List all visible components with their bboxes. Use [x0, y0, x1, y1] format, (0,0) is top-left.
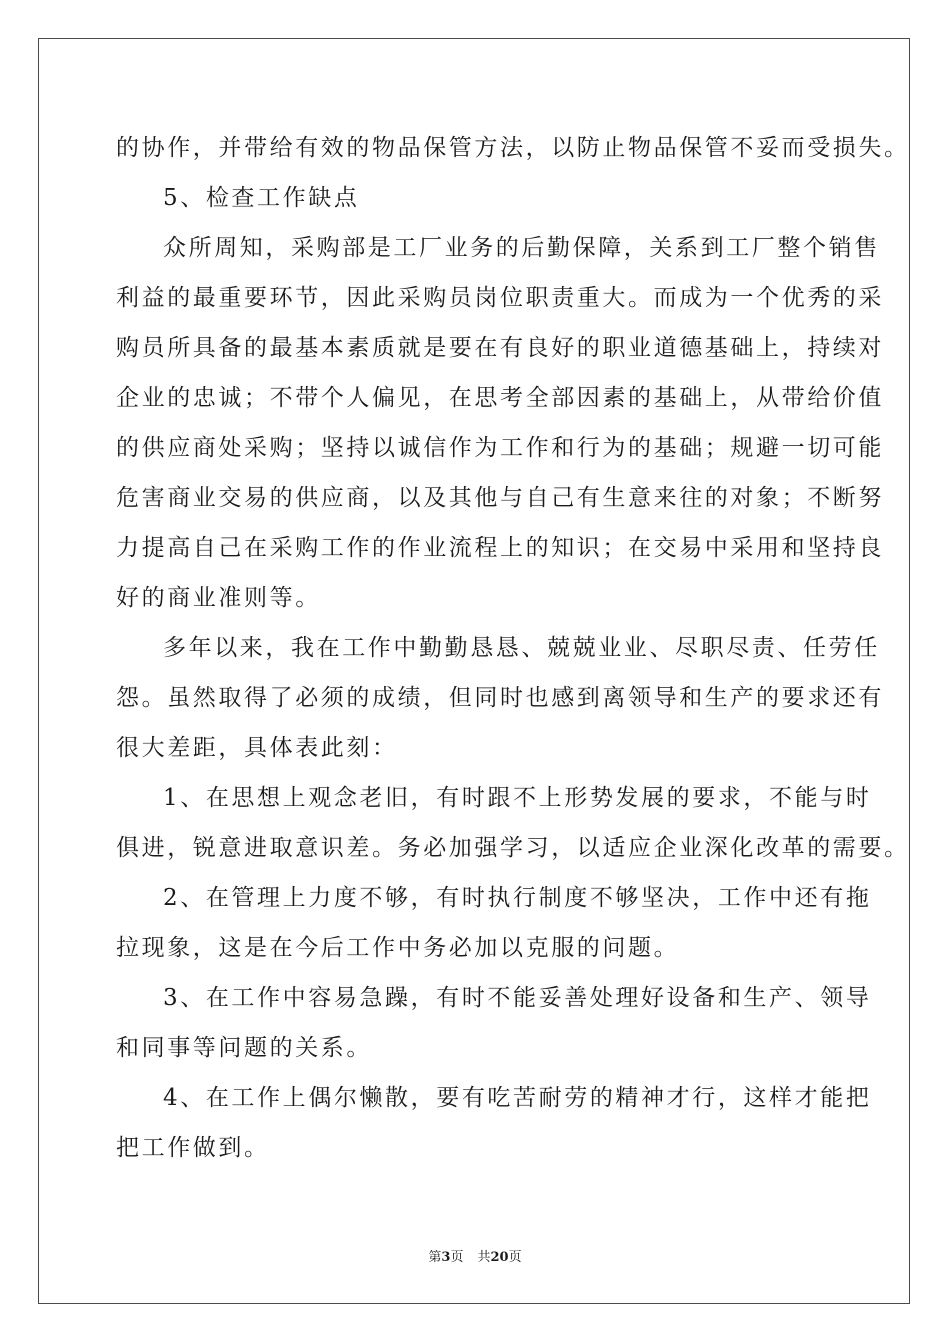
page-prefix: 第: [428, 1250, 442, 1265]
paragraph-start: 众所周知，采购部是工厂业务的后勤保障，关系到工厂整个销售: [163, 235, 880, 261]
list-item-2: 2、在管理上力度不够，有时执行制度不够坚决，工作中还有拖: [163, 885, 872, 911]
text-line: 危害商业交易的供应商，以及其他与自己有生意来往的对象；不断努: [116, 485, 884, 511]
total-pages: 20: [490, 1250, 509, 1265]
text-line: 拉现象，这是在今后工作中务必加以克服的问题。: [116, 935, 680, 961]
text-line: 怨。虽然取得了必须的成绩，但同时也感到离领导和生产的要求还有: [116, 685, 884, 711]
page-footer: [0, 1249, 950, 1267]
list-item-1: 1、在思想上观念老旧，有时跟不上形势发展的要求，不能与时: [163, 785, 872, 811]
text-line: 俱进，锐意进取意识差。务必加强学习，以适应企业深化改革的需要。: [116, 835, 910, 861]
text-line: 的供应商处采购；坚持以诚信作为工作和行为的基础；规避一切可能: [116, 435, 884, 461]
text-line: 的协作，并带给有效的物品保管方法，以防止物品保管不妥而受损失。: [116, 135, 910, 161]
list-item-4: 4、在工作上偶尔懒散，要有吃苦耐劳的精神才行，这样才能把: [163, 1085, 872, 1111]
page-border: [38, 38, 910, 1304]
text-line: 和同事等问题的关系。: [116, 1035, 372, 1061]
page-number: 3: [441, 1250, 451, 1265]
text-line: 很大差距，具体表此刻：: [116, 735, 398, 761]
paragraph-start: 多年以来，我在工作中勤勤恳恳、兢兢业业、尽职尽责、任劳任: [163, 635, 880, 661]
text-line: 好的商业准则等。: [116, 585, 321, 611]
total-suffix: 页: [508, 1250, 522, 1265]
text-line: 企业的忠诚；不带个人偏见，在思考全部因素的基础上，从带给价值: [116, 385, 884, 411]
text-line: 把工作做到。: [116, 1135, 270, 1161]
section-heading: 5、检查工作缺点: [163, 185, 360, 211]
text-line: 力提高自己在采购工作的作业流程上的知识；在交易中采用和坚持良: [116, 535, 884, 561]
list-item-3: 3、在工作中容易急躁，有时不能妥善处理好设备和生产、领导: [163, 985, 872, 1011]
text-line: 利益的最重要环节，因此采购员岗位职责重大。而成为一个优秀的采: [116, 285, 884, 311]
page-suffix: 页: [450, 1250, 464, 1265]
total-prefix: 共: [477, 1250, 491, 1265]
text-line: 购员所具备的最基本素质就是要在有良好的职业道德基础上，持续对: [116, 335, 884, 361]
